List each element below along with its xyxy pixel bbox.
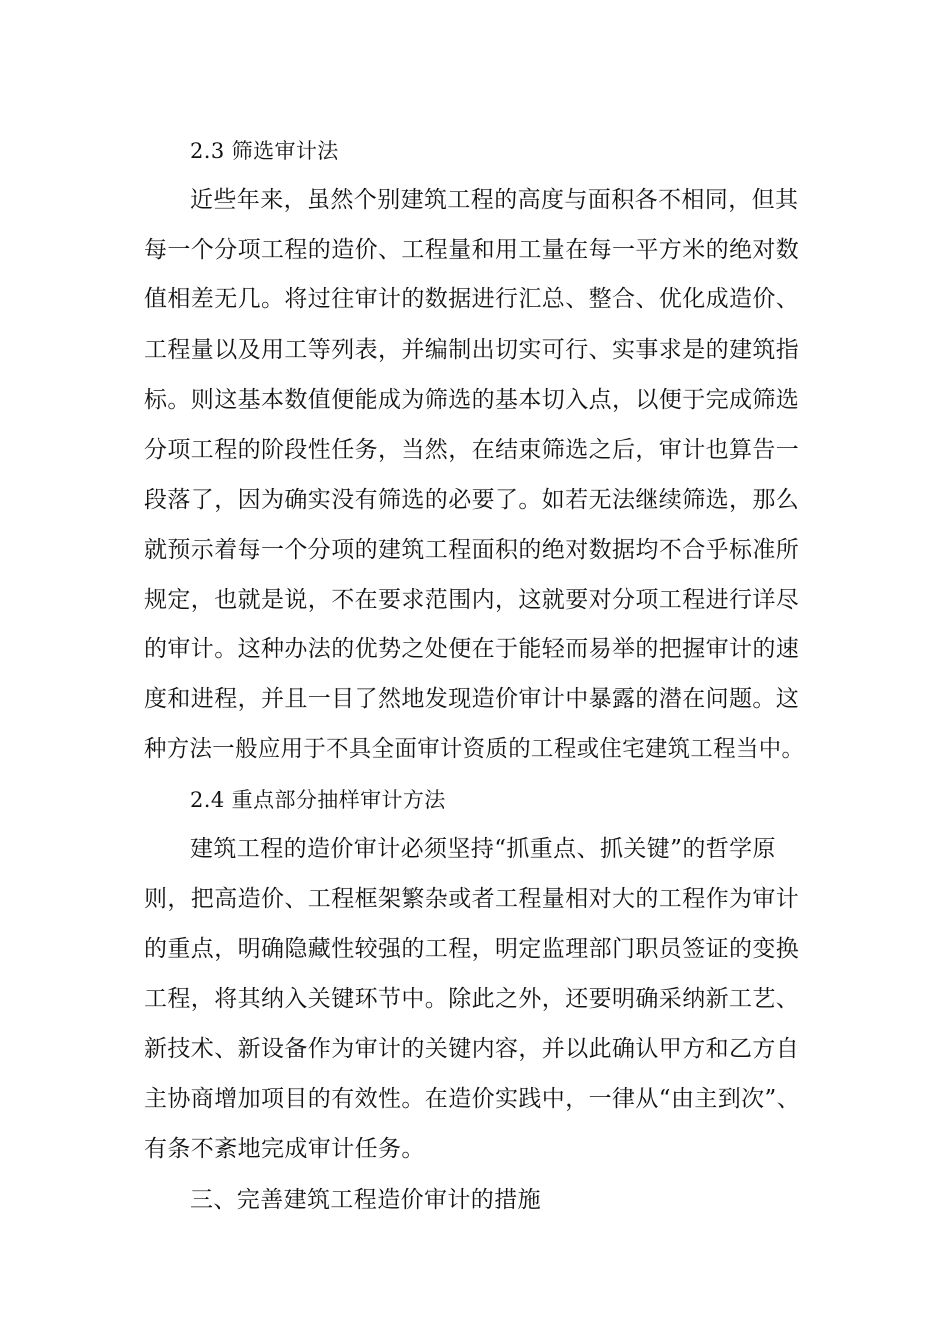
paragraph-line: 每一个分项工程的造价、工程量和用工量在每一平方米的绝对数 <box>144 237 800 263</box>
paragraph-line: 分项工程的阶段性任务，当然，在结束筛选之后，审计也算告一 <box>144 437 800 463</box>
paragraph-line: 新技术、新设备作为审计的关键内容，并以此确认甲方和乙方自 <box>144 1036 800 1062</box>
paragraph-line: 度和进程，并且一目了然地发现造价审计中暴露的潜在问题。这 <box>144 686 800 712</box>
paragraph-line: 近些年来，虽然个别建筑工程的高度与面积各不相同，但其 <box>190 187 799 213</box>
paragraph-line: 的重点，明确隐藏性较强的工程，明定监理部门职员签证的变换 <box>144 936 800 962</box>
paragraph-line: 有条不紊地完成审计任务。 <box>144 1136 425 1162</box>
paragraph-line: 工程，将其纳入关键环节中。除此之外，还要明确采纳新工艺、 <box>144 986 800 1012</box>
paragraph-line: 工程量以及用工等列表，并编制出切实可行、实事求是的建筑指 <box>144 337 800 363</box>
paragraph-line: 建筑工程的造价审计必须坚持“抓重点、抓关键”的哲学原 <box>190 836 776 862</box>
paragraph-line: 则，把高造价、工程框架繁杂或者工程量相对大的工程作为审计 <box>144 886 800 912</box>
section-heading-2-4: 2.4 重点部分抽样审计方法 <box>190 788 446 812</box>
paragraph-line: 种方法一般应用于不具全面审计资质的工程或住宅建筑工程当中。 <box>144 736 805 762</box>
paragraph-line: 就预示着每一个分项的建筑工程面积的绝对数据均不合乎标准所 <box>144 537 800 563</box>
paragraph-line: 值相差无几。将过往审计的数据进行汇总、整合、优化成造价、 <box>144 286 800 312</box>
paragraph-line: 规定，也就是说，不在要求范围内，这就要对分项工程进行详尽 <box>144 587 800 613</box>
paragraph-line: 段落了，因为确实没有筛选的必要了。如若无法继续筛选，那么 <box>144 487 800 513</box>
paragraph-line: 主协商增加项目的有效性。在造价实践中，一律从“由主到次”、 <box>144 1086 801 1112</box>
paragraph-line: 标。则这基本数值便能成为筛选的基本切入点，以便于完成筛选 <box>144 387 800 413</box>
paragraph-line: 的审计。这种办法的优势之处便在于能轻而易举的把握审计的速 <box>144 636 800 662</box>
section-heading-2-3: 2.3 筛选审计法 <box>190 139 339 163</box>
section-heading-3: 三、完善建筑工程造价审计的措施 <box>190 1187 541 1213</box>
